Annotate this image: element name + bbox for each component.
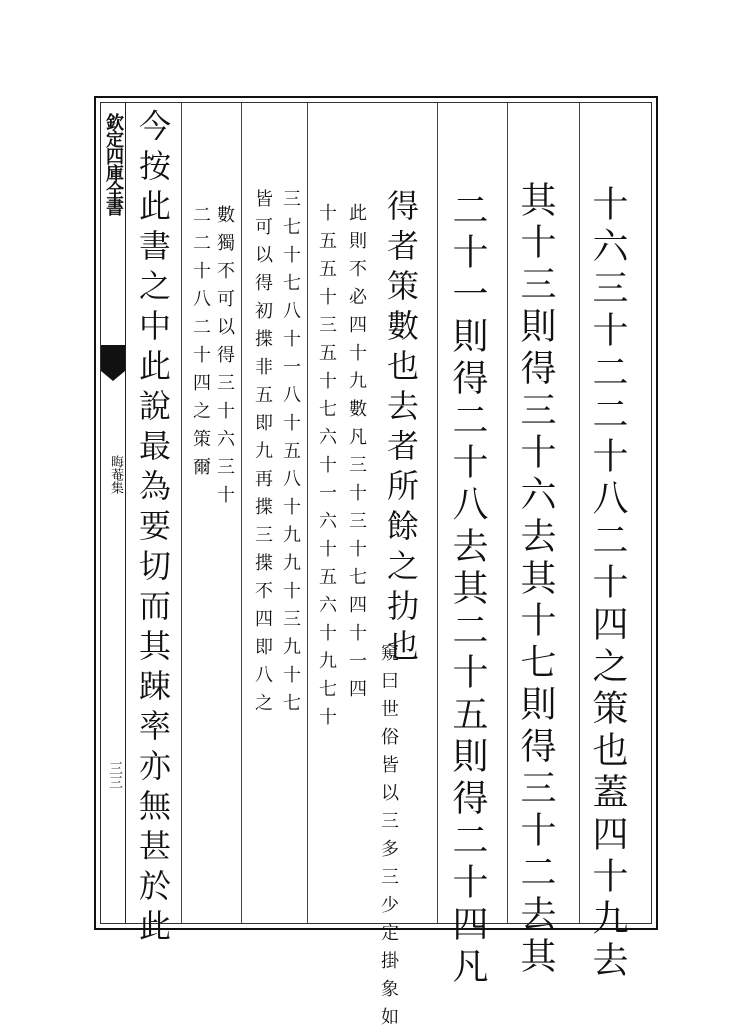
main-column-2: 其十三則得三十六去其十七則得三十二去其 [515, 181, 556, 979]
annotation-line-6: 數獨不可以得三十六三十 [214, 205, 235, 513]
column-rule [507, 103, 508, 923]
column-rule [181, 103, 182, 923]
page-number: 三三 [107, 761, 123, 789]
annotation-line-2: 此則不必四十九數凡三十三十七四十一四 [346, 203, 367, 707]
annotation-line-5: 皆可以得初揲非五即九再揲三揲不四即八之 [252, 189, 273, 721]
book-title: 晦菴集 [108, 455, 123, 494]
main-column-4: 得者策數也去者所餘之扐也 [382, 189, 420, 669]
main-column-1: 十六三十二二十八二十四之策也蓋四十九去 [587, 185, 628, 983]
margin-rule [125, 103, 126, 923]
main-column-3: 二十一則得二十八去其二十五則得二十四凡 [447, 191, 488, 989]
note-column: 今按此書之中此說最為要切而其踈率亦無甚於此 [134, 109, 172, 949]
column-rule [307, 103, 308, 923]
fishtail-mark-icon [101, 345, 125, 371]
column-rule [579, 103, 580, 923]
column-rule [241, 103, 242, 923]
column-rule [437, 103, 438, 923]
page-frame [94, 96, 658, 1035]
annotation-line-1: 窺曰世俗皆以三多三少定掛象如 [378, 643, 399, 1035]
page-frame-inner [100, 102, 652, 1035]
margin-column [101, 103, 125, 923]
collection-title: 欽定四庫全書 [103, 113, 124, 215]
annotation-line-4: 三七十七八十一八十五八十九九十三九十七 [280, 189, 301, 721]
annotation-line-7: 二二十八二十四之策爾 [190, 205, 211, 485]
annotation-line-3: 十五五十三五十七六十一六十五六十九七十 [316, 203, 337, 735]
